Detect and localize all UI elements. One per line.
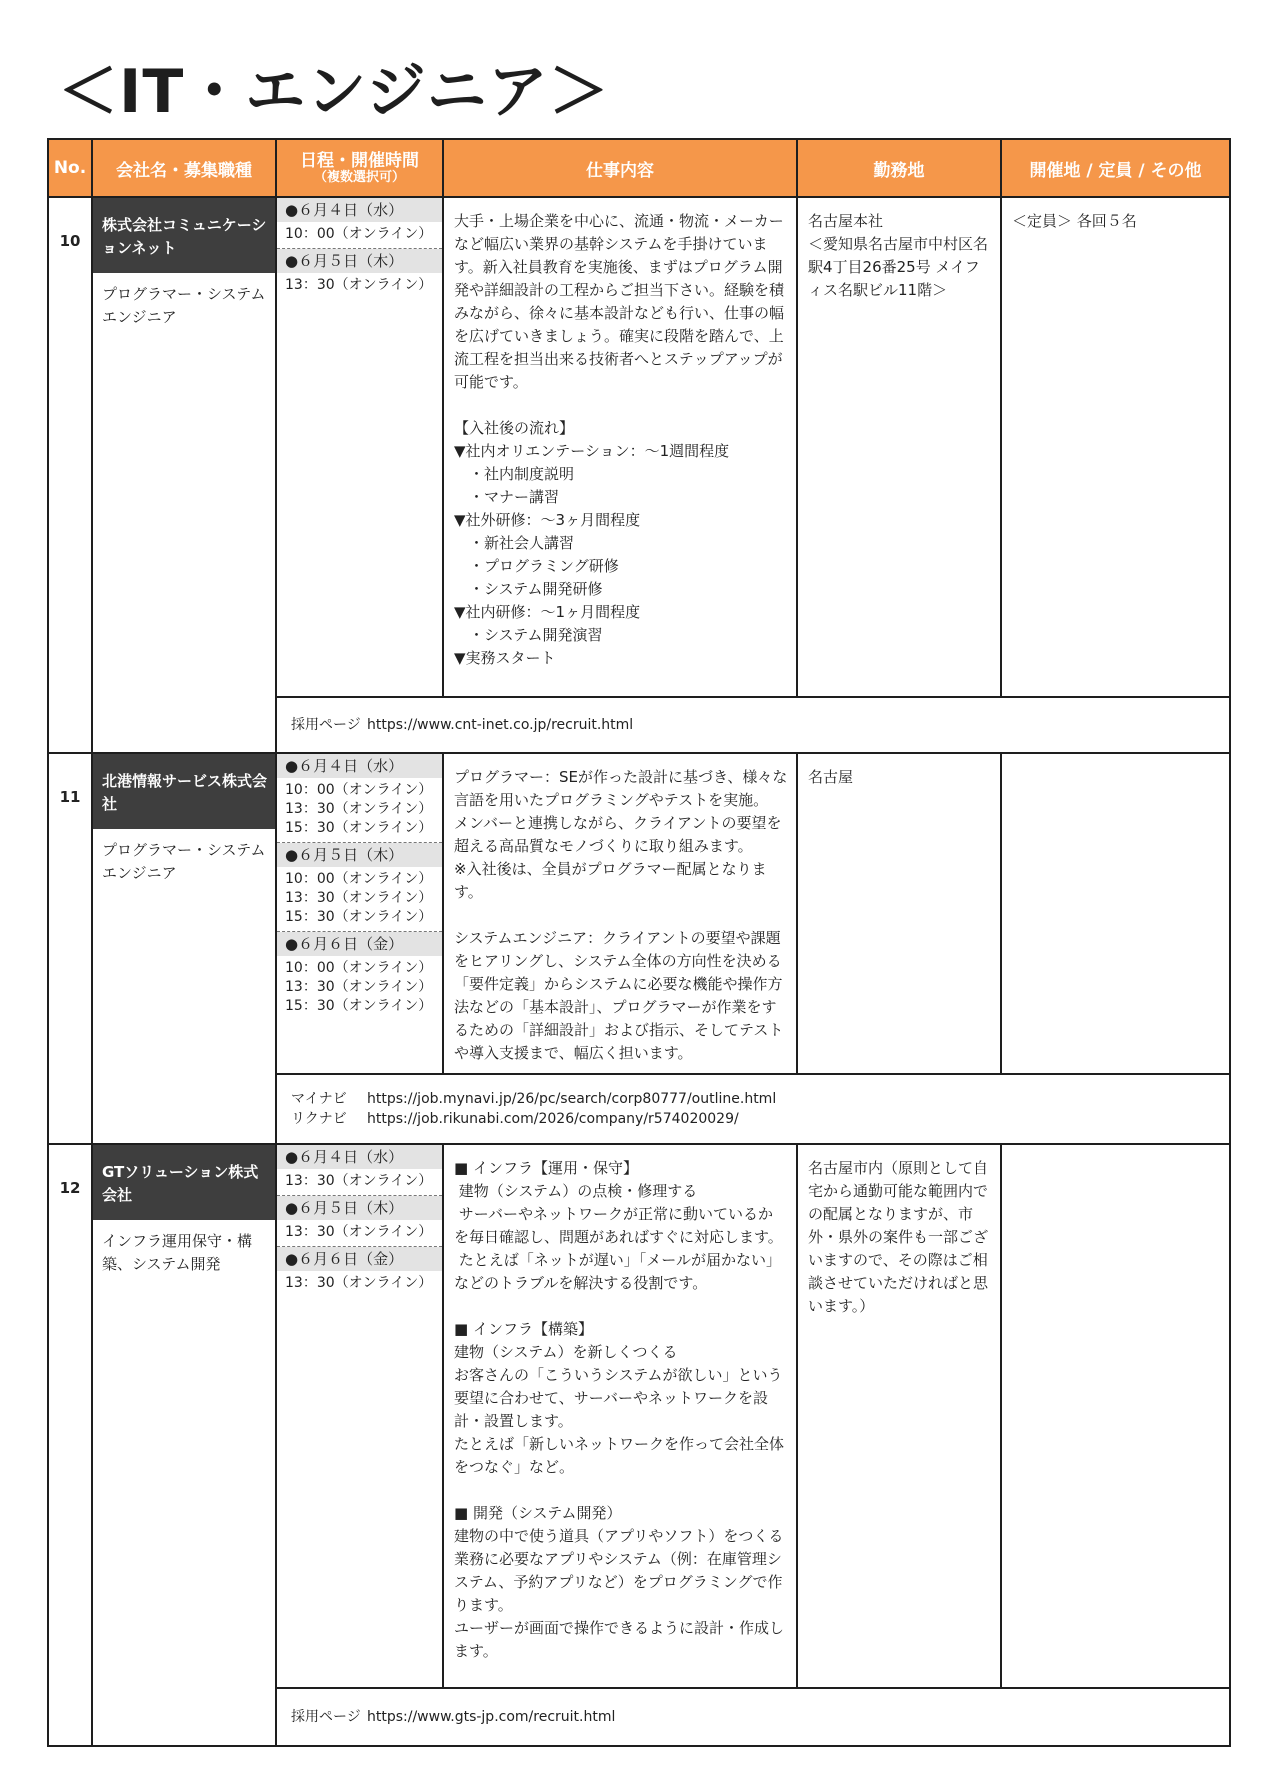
table-row [48, 1144, 1230, 1688]
job-description: ■ インフラ【運用・保守】 建物（システム）の点検・修理する サーバーやネットワークが正常に動いているかを毎日確認し、問題があればすぐに対応します。 たとえば「ネットが遅い」「メールが届かない」などのトラブルを解決する役割です。 ■ インフラ【構築】 建物（システム）を新しくつくる お客さんの「こういうシステムが欲しい」という要望に合わせて、サーバーやネットワークを設計・設置します。 たとえば「新しいネットワークを作って会社全体をつなぐ」など。 ■ 開発（システム開発） 建物の中で使う道具（アプリやソフト）をつくる 業務に必要なアプリやシステム（例：在庫管理システム、予約アプリなど）をプログラミングで作ります。 ユーザーが画面で操作できるように設計・作成します。 [443, 1144, 797, 1688]
header-company: 会社名・募集職種 [92, 139, 276, 197]
time-slot: 13：30（オンライン） [285, 890, 433, 906]
company-name: 株式会社コミュニケーションネット [93, 198, 275, 273]
job-description: プログラマー：SEが作った設計に基づき、様々な言語を用いたプログラミングやテストを実施。 メンバーと連携しながら、クライアントの要望を超える高品質なモノづくりに取り組みます。 ※入社後は、全員がプログラマー配属となります。 システムエンジニア：クライアントの要望や課題をヒアリングし、システム全体の方向性を決める「要件定義」からシステムに必要な機能や操作方法などの「基本設計」、プログラマーが作業をするための「詳細設計」および指示、そしてテストや導入支援まで、幅広く担います。 [443, 753, 797, 1074]
header-schedule-label: 日程・開催時間 [300, 151, 419, 171]
day-label: ●６月４日（水） [277, 754, 442, 778]
work-location: 名古屋 [797, 753, 1001, 1074]
day-label: ●６月４日（水） [277, 198, 442, 222]
table-row [48, 753, 1230, 1074]
schedule-day [277, 843, 442, 932]
time-slot: 15：30（オンライン） [285, 820, 433, 836]
time-slot: 13：30（オンライン） [285, 1275, 433, 1291]
links-cell [276, 1074, 1230, 1144]
schedule-day [277, 1247, 442, 1297]
link-label: 採用ページ [291, 717, 361, 733]
link-label: リクナビ [291, 1111, 347, 1127]
recruit-link[interactable]: https://www.cnt-inet.co.jp/recruit.html [367, 717, 634, 733]
row-number: 11 [48, 753, 92, 1144]
work-location: 名古屋本社 ＜愛知県名古屋市中村区名駅4丁目26番25号 メイフィス名駅ビル11階＞ [797, 197, 1001, 697]
day-label: ●６月５日（木） [277, 843, 442, 867]
schedule-day [277, 754, 442, 843]
schedule-cell [276, 753, 443, 1074]
event-table [47, 138, 1231, 1747]
other-info [1001, 1144, 1230, 1688]
time-slot: 13：30（オンライン） [285, 277, 433, 293]
header-job: 仕事内容 [443, 139, 797, 197]
links-cell [276, 697, 1230, 753]
time-slot: 10：00（オンライン） [285, 871, 433, 887]
link-label: 採用ページ [291, 1709, 361, 1725]
schedule-day [277, 1145, 442, 1196]
header-no: No. [48, 139, 92, 197]
schedule-day [277, 249, 442, 299]
day-label: ●６月５日（木） [277, 1196, 442, 1220]
company-cell [92, 753, 276, 1144]
header-schedule [276, 139, 443, 197]
mynavi-link[interactable]: https://job.mynavi.jp/26/pc/search/corp80777/outline.html [367, 1091, 777, 1107]
time-slot: 13：30（オンライン） [285, 1173, 433, 1189]
day-label: ●６月４日（水） [277, 1145, 442, 1169]
time-slot: 13：30（オンライン） [285, 1224, 433, 1240]
other-info: ＜定員＞ 各回５名 [1001, 197, 1230, 697]
page-title: ＜IT・エンジニア＞ [58, 57, 610, 127]
row-number: 12 [48, 1144, 92, 1746]
links-cell [276, 1688, 1230, 1746]
schedule-day [277, 198, 442, 249]
time-slot: 13：30（オンライン） [285, 979, 433, 995]
time-slot: 10：00（オンライン） [285, 960, 433, 976]
day-label: ●６月５日（木） [277, 249, 442, 273]
header-location: 勤務地 [797, 139, 1001, 197]
schedule-cell [276, 1144, 443, 1688]
job-role: インフラ運用保守・構築、システム開発 [102, 1232, 253, 1273]
job-role: プログラマー・システムエンジニア [102, 285, 266, 326]
company-cell [92, 197, 276, 753]
job-role: プログラマー・システムエンジニア [102, 841, 266, 882]
company-cell [92, 1144, 276, 1746]
time-slot: 10：00（オンライン） [285, 226, 433, 242]
recruit-link[interactable]: https://www.gts-jp.com/recruit.html [367, 1709, 616, 1725]
time-slot: 13：30（オンライン） [285, 801, 433, 817]
table-row [48, 197, 1230, 697]
day-label: ●６月６日（金） [277, 932, 442, 956]
day-label: ●６月６日（金） [277, 1247, 442, 1271]
schedule-cell [276, 197, 443, 697]
other-info [1001, 753, 1230, 1074]
time-slot: 10：00（オンライン） [285, 782, 433, 798]
time-slot: 15：30（オンライン） [285, 998, 433, 1014]
header-other: 開催地 / 定員 / その他 [1001, 139, 1230, 197]
header-schedule-sub: （複数選択可） [313, 170, 405, 185]
work-location: 名古屋市内（原則として自宅から通勤可能な範囲内での配属となりますが、市外・県外の案件も一部ございますので、その際はご相談させていただければと思います。） [797, 1144, 1001, 1688]
time-slot: 15：30（オンライン） [285, 909, 433, 925]
schedule-day [277, 932, 442, 1020]
rikunabi-link[interactable]: https://job.rikunabi.com/2026/company/r574020029/ [367, 1111, 739, 1127]
company-name: GTソリューション株式会社 [93, 1145, 275, 1220]
link-label: マイナビ [291, 1091, 347, 1107]
row-number: 10 [48, 197, 92, 753]
job-description: 大手・上場企業を中心に、流通・物流・メーカーなど幅広い業界の基幹システムを手掛けています。新入社員教育を実施後、まずはプログラム開発や詳細設計の工程からご担当下さい。経験を積みながら、徐々に基本設計なども行い、仕事の幅を広げていきましょう。確実に段階を踏んで、上流工程を担当出来る技術者へとステップアップが可能です。 【入社後の流れ】 ▼社内オリエンテーション：～1週間程度 ・社内制度説明 ・マナー講習 ▼社外研修：～3ヶ月間程度 ・新社会人講習 ・プログラミング研修 ・システム開発研修 ▼社内研修：～1ヶ月間程度 ・システム開発演習 ▼実務スタート [443, 197, 797, 697]
table-header-row [48, 139, 1230, 197]
schedule-day [277, 1196, 442, 1247]
company-name: 北港情報サービス株式会社 [93, 754, 275, 829]
